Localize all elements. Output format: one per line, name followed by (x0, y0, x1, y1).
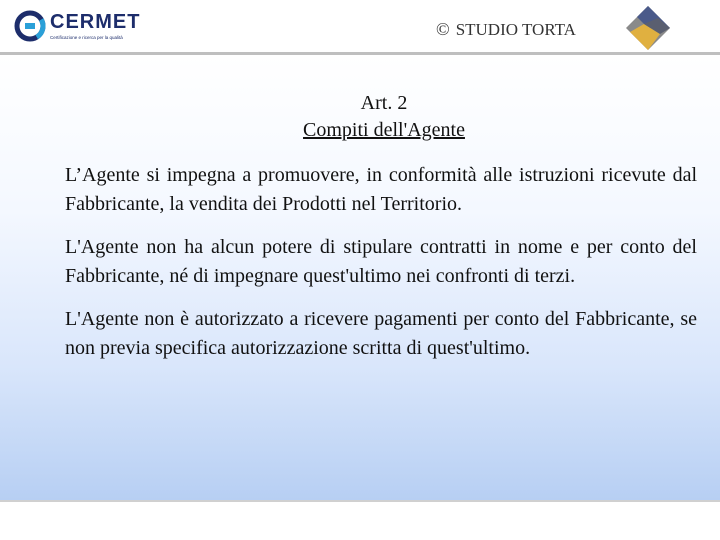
paragraph-3: L'Agente non è autorizzato a ricevere pagamenti per conto del Fabbricante, se non previa specifica autorizzazione scritta di quest'ultimo. (65, 308, 697, 359)
article-number: Art. 2 (360, 92, 408, 114)
article-heading (0, 90, 720, 144)
studio-torta-logo (624, 4, 672, 52)
article-body (65, 161, 697, 377)
diamond-logo-icon (624, 4, 672, 52)
cermet-logo-icon (14, 10, 46, 42)
logo-tagline: Certificazione e ricerca per la qualità (50, 35, 123, 40)
logo-wordmark: CERMET (50, 11, 141, 33)
slide-header (0, 0, 720, 52)
studio-label (436, 19, 576, 40)
footer-divider (0, 500, 720, 502)
paragraph-2: L'Agente non ha alcun potere di stipulare contratti in nome e per conto del Fabbricante, né di impegnare quest'ultimo nei confronti di terzi. (65, 236, 697, 287)
copyright-symbol: © (436, 19, 450, 39)
paragraph-1: L’Agente si impegna a promuovere, in conformità alle istruzioni ricevute dal Fabbricante, la vendita dei Prodotti nel Territorio. (65, 164, 697, 215)
cermet-logo (14, 8, 144, 46)
article-title: Compiti dell'Agente (303, 119, 465, 141)
studio-name: STUDIO TORTA (455, 20, 576, 39)
